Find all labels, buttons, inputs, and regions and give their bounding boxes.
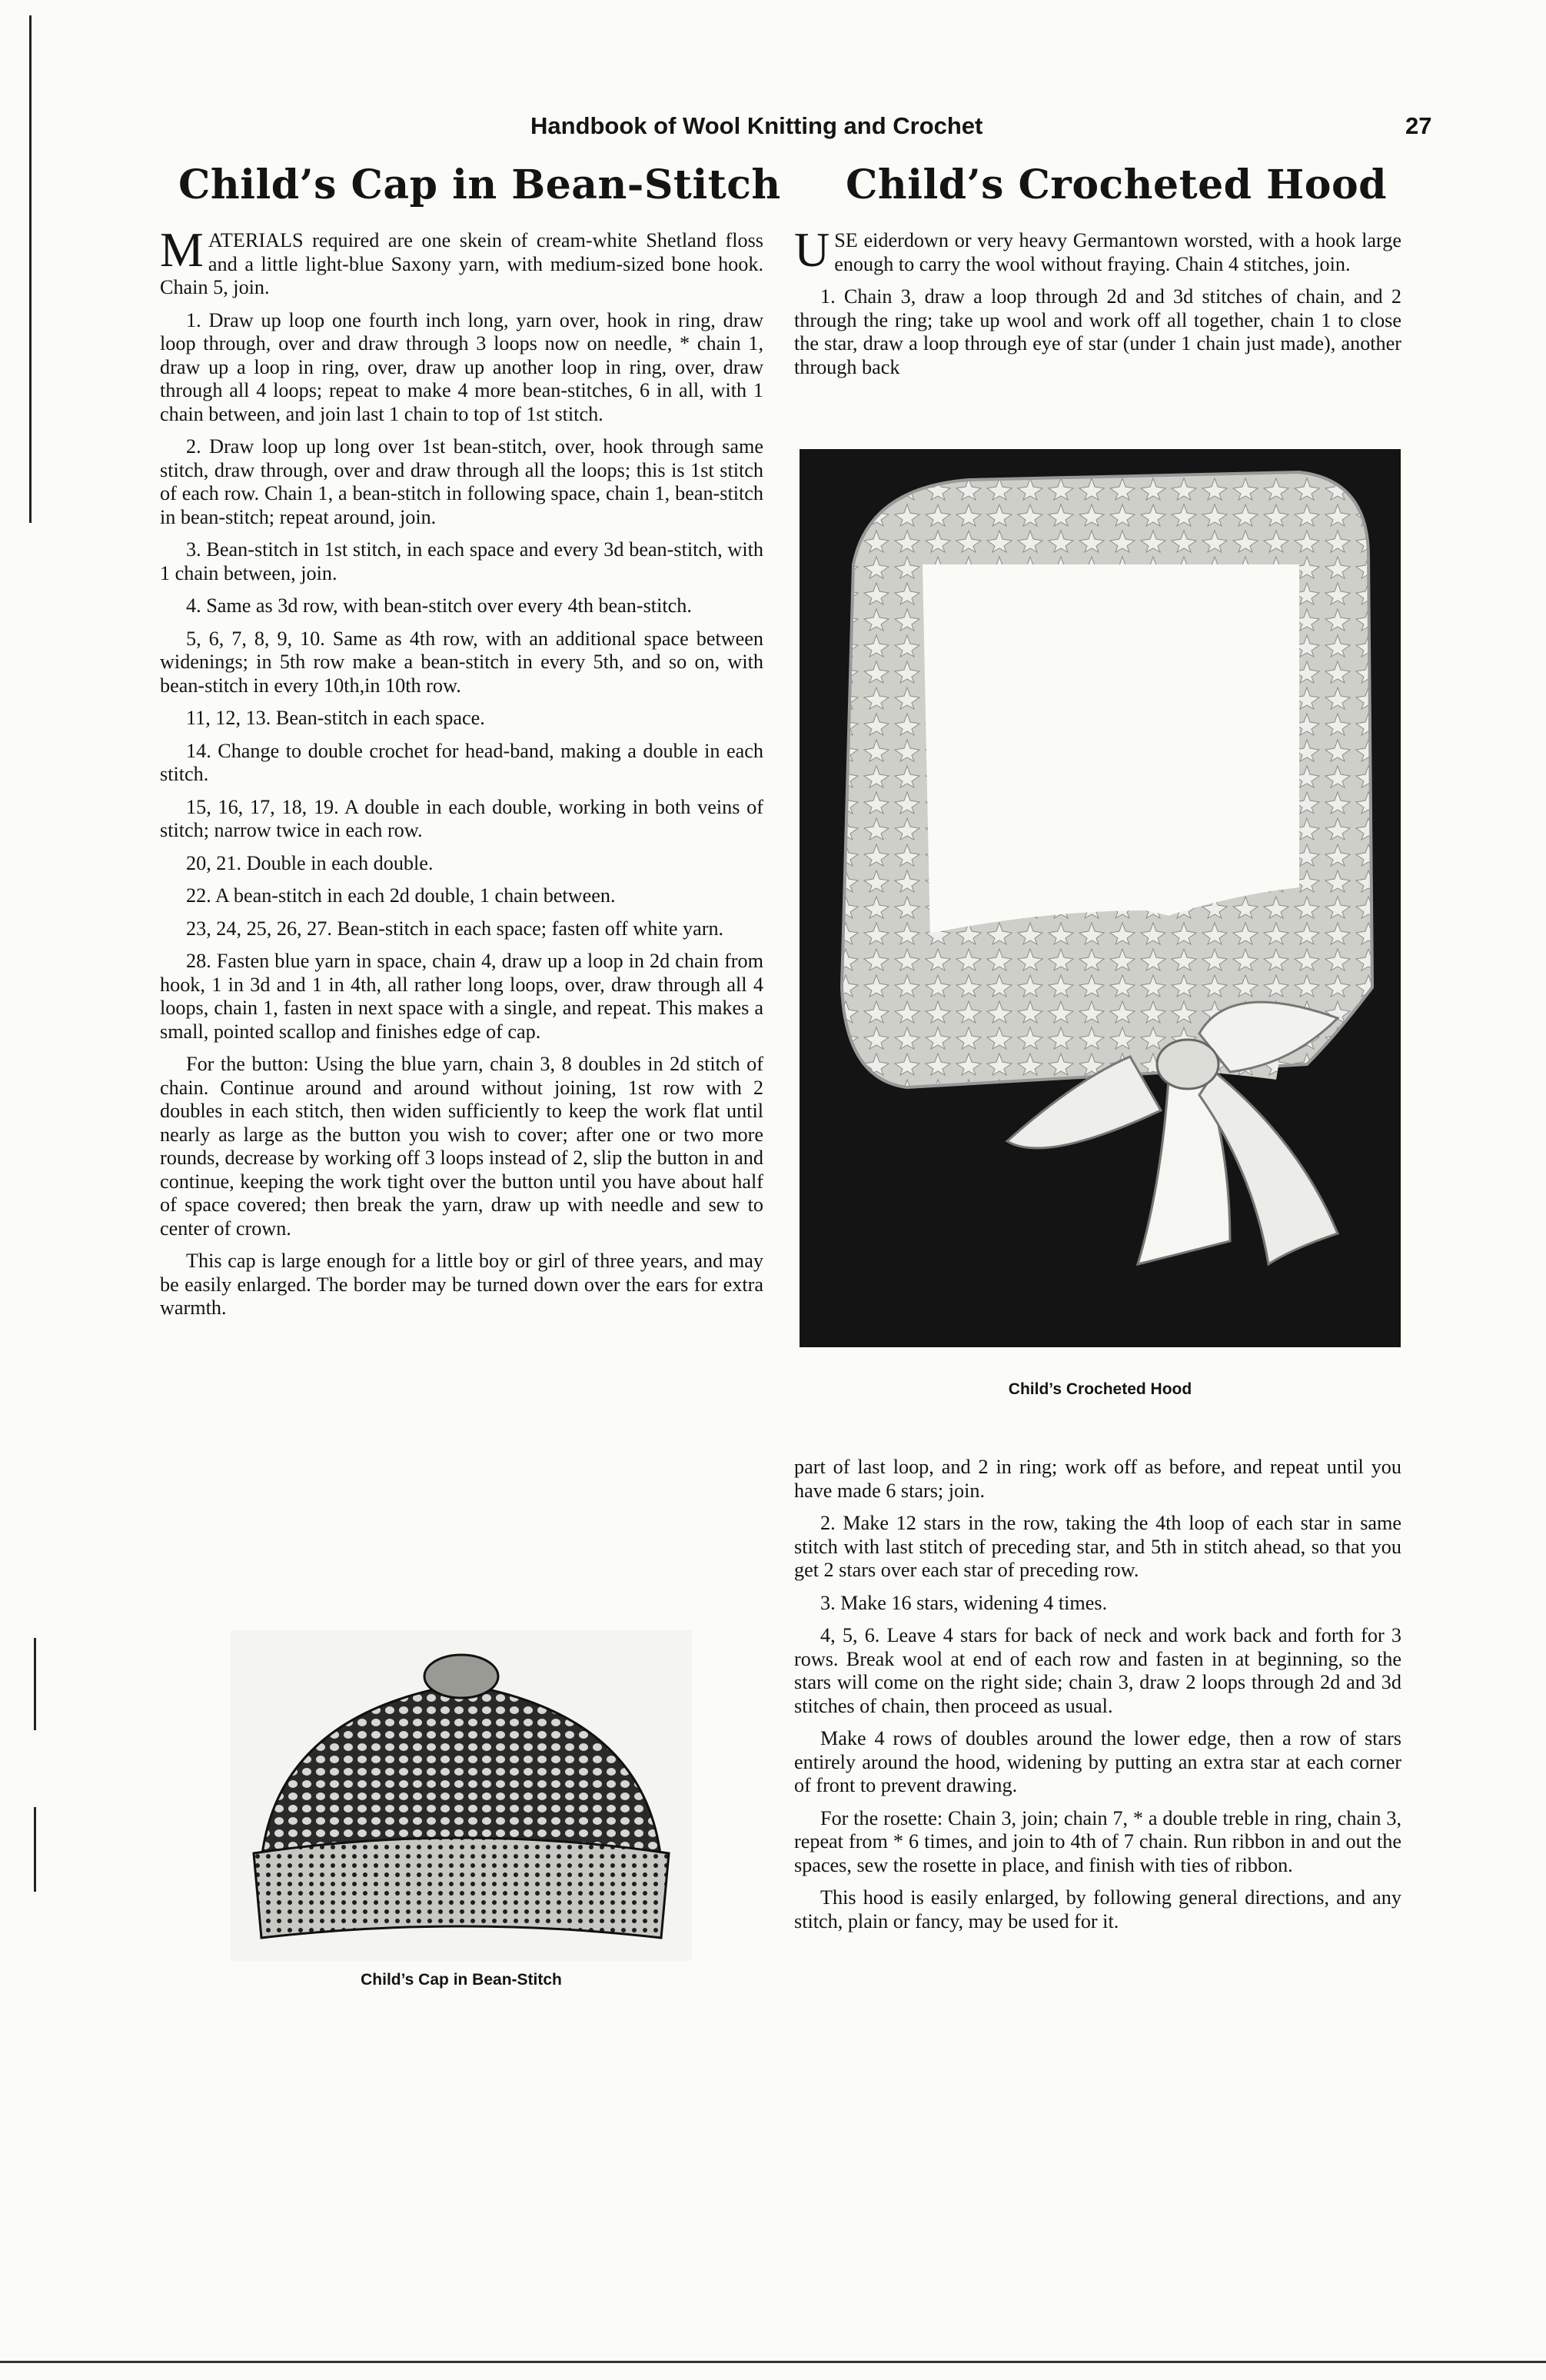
drop-cap: U: [794, 222, 830, 277]
paragraph: 23, 24, 25, 26, 27. Bean-stitch in each space; fasten off white yarn.: [186, 917, 724, 940]
paragraph: 4. Same as 3d row, with bean-stitch over every 4th bean-stitch.: [186, 594, 692, 617]
bottom-rule: [0, 2361, 1546, 2363]
paragraph: 5, 6, 7, 8, 9, 10. Same as 4th row, with an additional space between widenings; in 5th row make a bean-stitch in every 5th, and so on, with bean-stitch in every 10th,in 10th row.: [160, 627, 763, 697]
paragraph: part of last loop, and 2 in ring; work off as before, and repeat until you have made 6 stars; join.: [794, 1456, 1401, 1502]
paragraph: 2. Make 12 stars in the row, taking the 4th loop of each star in same stitch with last stitch of preceding star, and 5th in stitch ahead, so that you get 2 stars over each star of preceding row.: [794, 1512, 1401, 1581]
paragraph: 2. Draw loop up long over 1st bean-stitch, over, hook through same stitch, draw through, over and draw through all the loops; this is 1st stitch of each row. Chain 1, a bean-stitch in following space, chain 1, bean-stitch in bean-stitch; repeat around, join.: [160, 435, 763, 528]
paragraph: 1. Draw up loop one fourth inch long, yarn over, hook in ring, draw loop through, over and draw through 3 loops now on needle, * chain 1, draw up a loop in ring, over, draw up another loop in ring, over, draw through all 4 loops; repeat to make 4 more bean-stitches, 6 in all, with 1 chain between, and join last 1 chain to top of 1st stitch.: [160, 308, 763, 425]
paragraph: 20, 21. Double in each double.: [186, 851, 434, 874]
paragraph: 1. Chain 3, draw a loop through 2d and 3d stitches of chain, and 2 through the ring; take up wool and work off all together, chain 1 to close the star, draw a loop through eye of star (under 1 chain just made), another through back: [794, 285, 1401, 378]
paragraph: 11, 12, 13. Bean-stitch in each space.: [186, 707, 485, 729]
right-heading: Child’s Crocheted Hood: [846, 161, 1387, 208]
paragraph: For the button: Using the blue yarn, chain 3, 8 doubles in 2d stitch of chain. Continue around and around without joining, 1st row with 2 doubles in each stitch, then widen sufficiently to keep the work flat until nearly as large as the button you wish to cover; after one or two more rounds, decrease by working off 3 loops instead of 2, slip the button in and continue, keeping the work tight over the button until you have about half of space covered; then break the yarn, draw up with needle and sew to center of crown.: [160, 1053, 763, 1240]
margin-rule: [34, 1638, 36, 1730]
drop-cap: M: [160, 222, 204, 277]
cap-photo: [231, 1630, 692, 1961]
right-column-bottom: [794, 1456, 1401, 1942]
margin-rule: [29, 15, 32, 523]
running-title: Handbook of Wool Knitting and Crochet: [530, 112, 983, 139]
paragraph: 4, 5, 6. Leave 4 stars for back of neck and work back and forth for 3 rows. Break wool at end of each row and fasten in at beginning, so the stars will come on the right side; chain 3, draw 2 loops through 2d and 3d stitches of chain, then proceed as usual.: [794, 1624, 1401, 1717]
paragraph: For the rosette: Chain 3, join; chain 7, * a double treble in ring, chain 3, repeat from * 6 times, and join to 4th of 7 chain. Run ribbon in and out the spaces, sew the rosette in place, and finish with ties of ribbon.: [794, 1806, 1401, 1876]
margin-rule: [34, 1807, 36, 1892]
left-heading: Child’s Cap in Bean-Stitch: [178, 161, 781, 208]
paragraph: 28. Fasten blue yarn in space, chain 4, draw up a loop in 2d chain from hook, 1 in 3d and 1 in 4th, all rather long loops, over, draw through all 4 loops, chain 1, fasten in next space with a single, and repeat. This makes a small, pointed scallop and finishes edge of cap.: [160, 950, 763, 1043]
right-column-top: [794, 222, 1401, 388]
hood-photo: [800, 449, 1401, 1347]
cap-photo-caption: Child’s Cap in Bean-Stitch: [361, 1971, 562, 1989]
paragraph: 3. Bean-stitch in 1st stitch, in each space and every 3d bean-stitch, with 1 chain between, join.: [160, 538, 763, 584]
paragraph: 14. Change to double crochet for head-band, making a double in each stitch.: [160, 739, 763, 785]
paragraph: Make 4 rows of doubles around the lower edge, then a row of stars entirely around the hood, widening by putting an extra star at each corner of front to prevent drawing.: [794, 1727, 1401, 1796]
page-number: 27: [1405, 112, 1432, 139]
paragraph: 22. A bean-stitch in each 2d double, 1 chain between.: [186, 884, 616, 907]
cap-illustration: [231, 1630, 692, 1961]
running-head: [0, 112, 1546, 143]
left-intro: MATERIALS required are one skein of cream-white Shetland floss and a little light-blue Saxony yarn, with medium-sized bone hook. Chain 5, join.: [160, 222, 763, 298]
left-column-text: [160, 222, 763, 1330]
paragraph: 3. Make 16 stars, widening 4 times.: [820, 1591, 1108, 1614]
paragraph: This hood is easily enlarged, by following general directions, and any stitch, plain or fancy, may be used for it.: [794, 1886, 1401, 1932]
hood-illustration: [800, 449, 1401, 1347]
hood-photo-caption: Child’s Crocheted Hood: [1008, 1380, 1192, 1398]
paragraph: This cap is large enough for a little boy or girl of three years, and may be easily enlarged. The border may be turned down over the ears for extra warmth.: [160, 1250, 763, 1319]
right-intro: USE eiderdown or very heavy Germantown worsted, with a hook large enough to carry the wool without fraying. Chain 4 stitches, join.: [794, 222, 1401, 277]
paragraph: 15, 16, 17, 18, 19. A double in each double, working in both veins of stitch; narrow twice in each row.: [160, 795, 763, 841]
